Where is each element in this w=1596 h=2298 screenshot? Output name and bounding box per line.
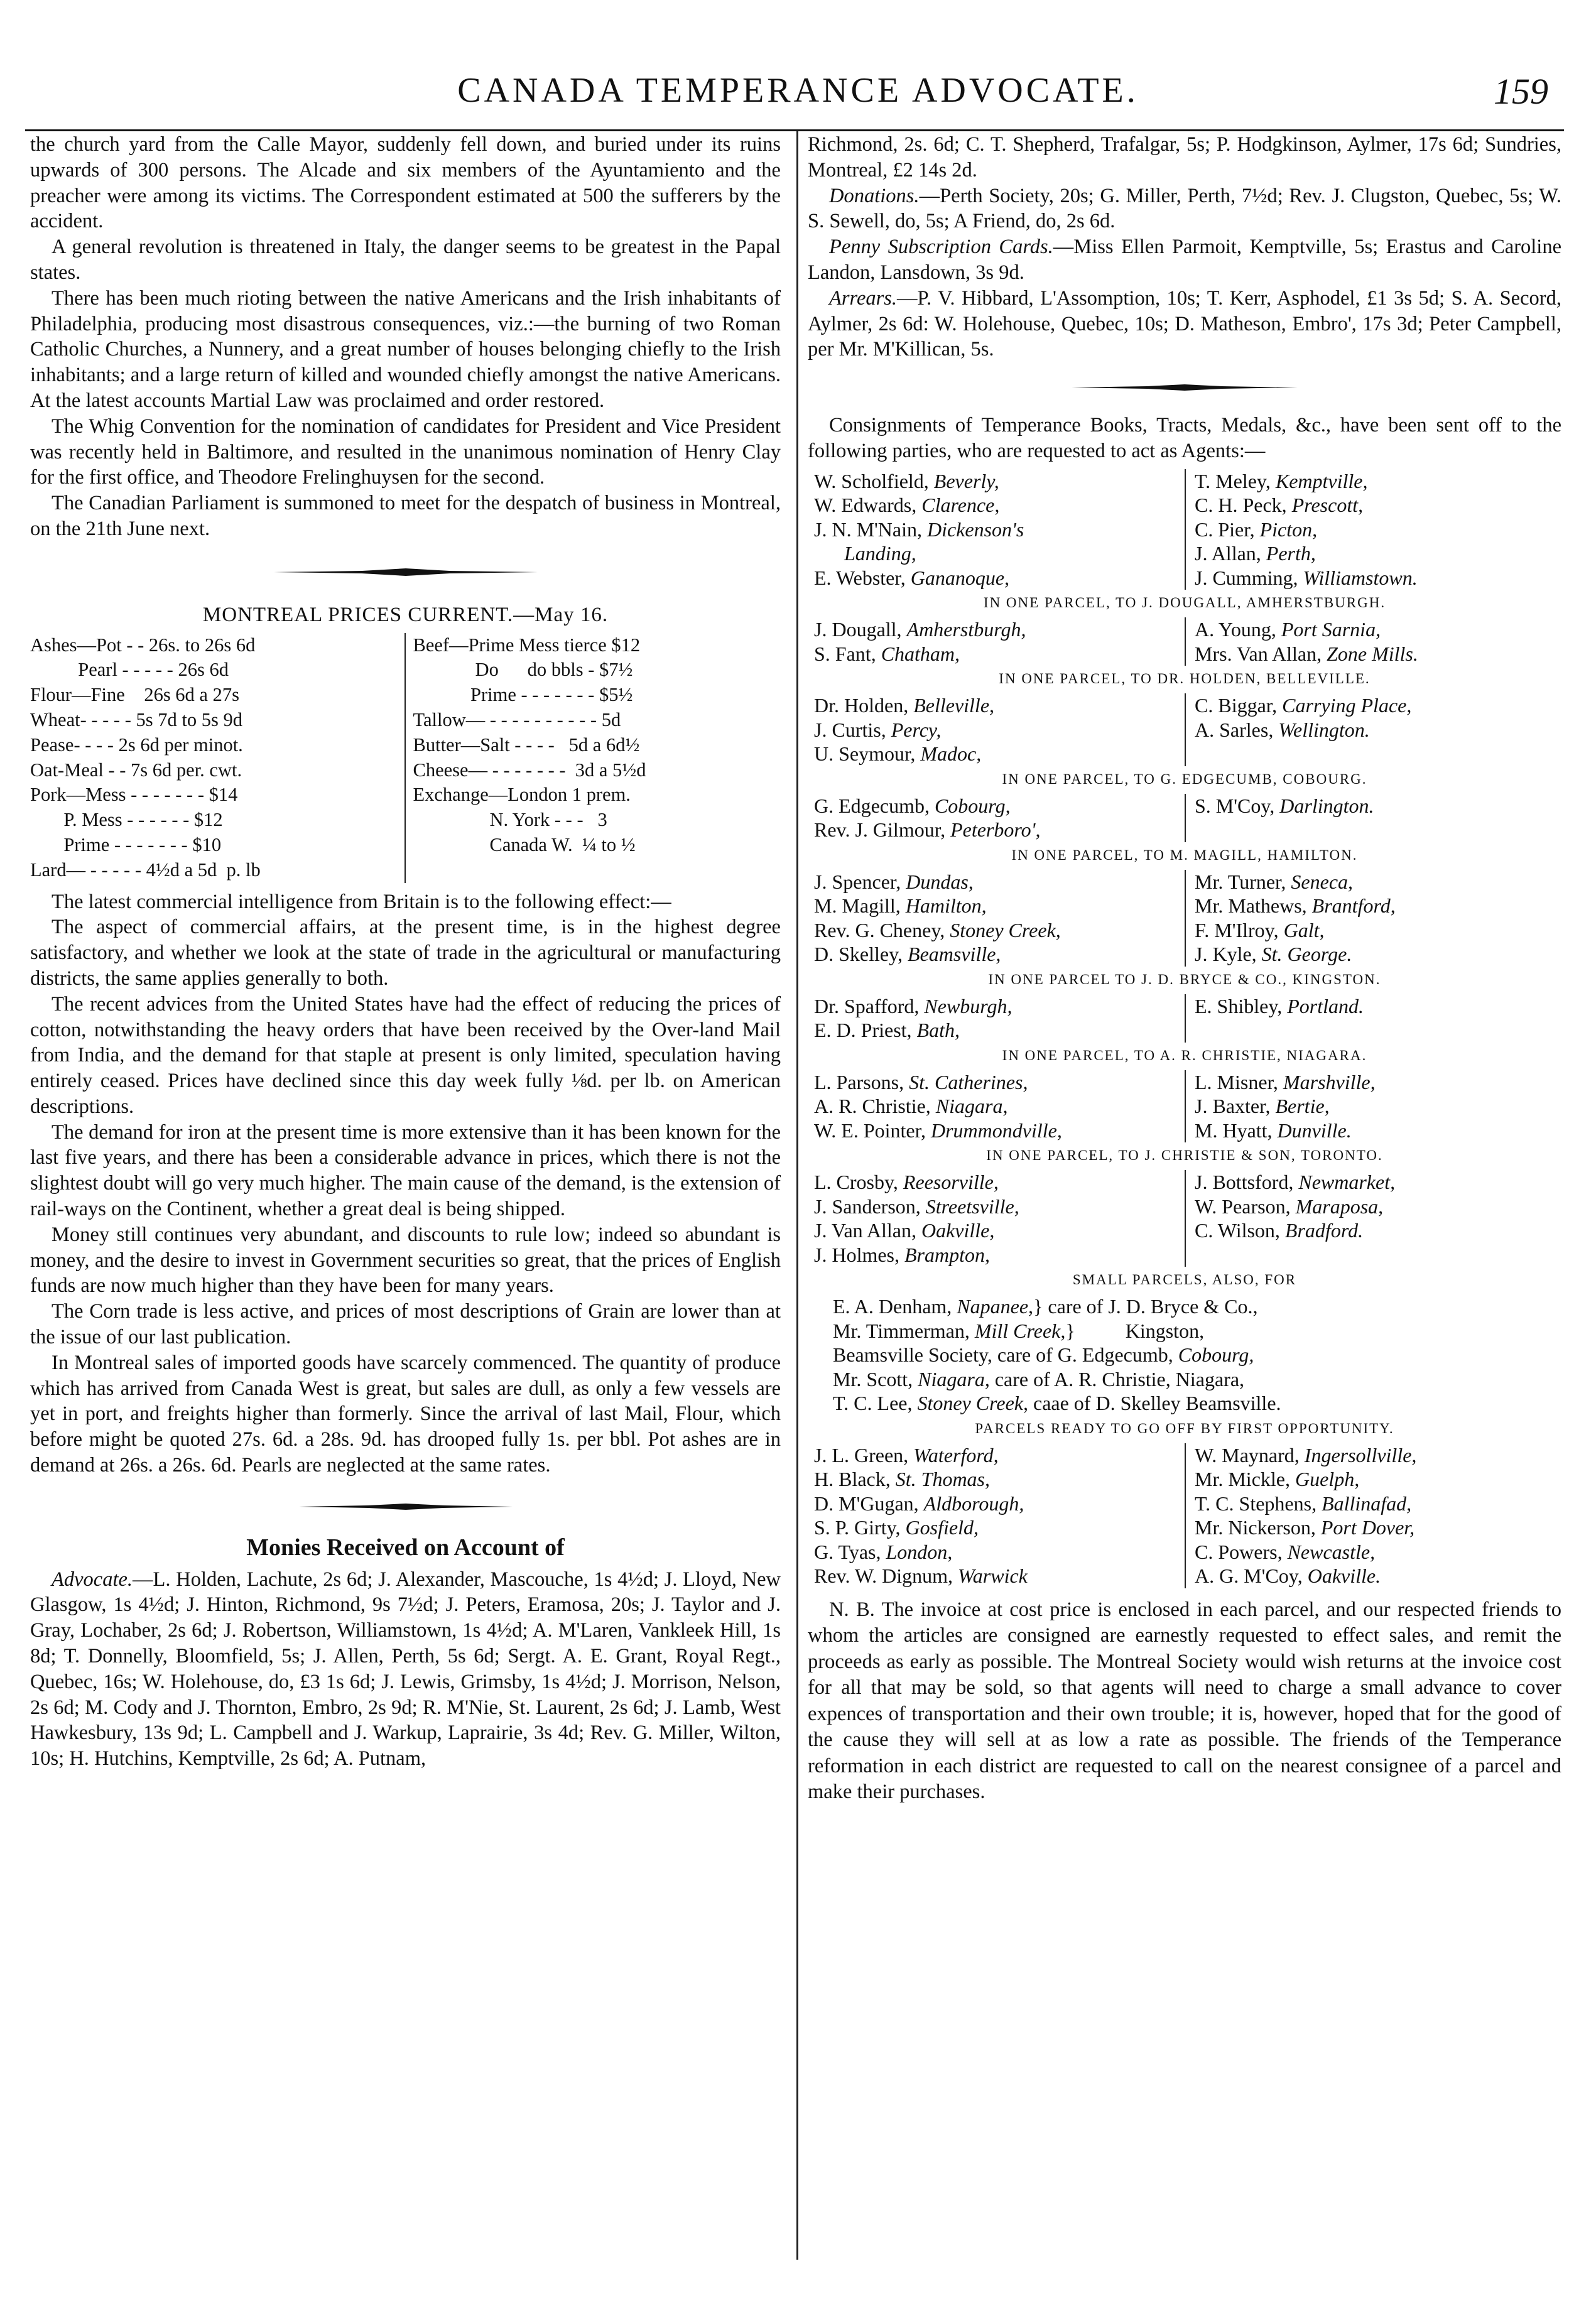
article-paragraph: A general revolution is threatened in Italy, the danger seems to be greatest in the Papal states.: [30, 236, 781, 284]
agent-name: F. M'Ilroy,: [1195, 918, 1284, 941]
agent-entry: [1195, 493, 1561, 518]
agent-entry: [1195, 541, 1561, 566]
price-row: Pork—Mess - - - - - - - $14: [30, 784, 238, 806]
agents-left-column: [808, 794, 1186, 842]
donations-paragraph: [808, 183, 1561, 235]
agent-place: Aldborough,: [923, 1492, 1024, 1515]
agent-place: St. Catherines,: [909, 1070, 1028, 1093]
left-column: [30, 132, 781, 2267]
small-parcel-place: Mill Creek,: [974, 1319, 1066, 1342]
agent-place: Bradford.: [1284, 1219, 1364, 1242]
agent-entry: [814, 1443, 1181, 1468]
price-row: Pease- - - - 2s 6d per minot.: [30, 734, 243, 756]
agent-name: G. Edgecumb,: [814, 794, 935, 817]
agent-entry: [1195, 1218, 1561, 1243]
agent-place: Stoney Creek,: [950, 918, 1061, 941]
agents-table: [808, 617, 1561, 666]
price-row: Canada W. ¼ to ½: [413, 833, 636, 855]
agent-entry: [1195, 994, 1561, 1019]
penny-lead: Penny Subscription Cards.: [829, 236, 1053, 259]
price-row: N. York - - - 3: [413, 809, 607, 831]
agent-entry: [1195, 942, 1561, 967]
agent-name: C. Powers,: [1195, 1540, 1288, 1563]
agent-place: Waterford,: [913, 1443, 999, 1466]
agent-entry: [814, 1070, 1181, 1095]
agent-entry: [814, 642, 1181, 666]
agents-table: [808, 794, 1561, 842]
small-parcel-note: caae of D. Skelley Beamsville.: [1028, 1392, 1281, 1415]
agent-name: A. Sarles,: [1195, 718, 1279, 741]
agent-name: Dr. Holden,: [814, 694, 914, 717]
agent-name: T. C. Stephens,: [1195, 1492, 1322, 1515]
agent-name: J. Baxter,: [1195, 1095, 1276, 1118]
agent-place: Newburgh,: [924, 994, 1012, 1017]
agent-entry: [814, 894, 1181, 918]
agent-entry: [1195, 1540, 1561, 1564]
agent-name: Mr. Mathews,: [1195, 894, 1312, 918]
agent-entry: [1195, 1443, 1561, 1468]
agent-place: Brantford,: [1311, 894, 1396, 918]
agent-entry: [1195, 1170, 1561, 1195]
agent-place: Dickenson's: [926, 518, 1024, 541]
agent-entry: [1195, 870, 1561, 894]
agent-entry: [814, 1515, 1181, 1540]
agents-left-column: [808, 1070, 1186, 1143]
ready-right-column: [1186, 1443, 1561, 1588]
agent-name: H. Black,: [814, 1468, 896, 1491]
agent-entry: [814, 617, 1181, 642]
agent-name: W. E. Pointer,: [814, 1119, 931, 1142]
agent-place: Cobourg,: [934, 794, 1011, 817]
price-row: Pearl - - - - - 26s 6d: [30, 659, 229, 681]
parcel-heading: IN ONE PARCEL, TO G. EDGECUMB, COBOURG.: [1002, 771, 1367, 787]
small-parcel-name: Mr. Timmerman,: [833, 1319, 975, 1342]
agent-name: Mr. Mickle,: [1195, 1468, 1295, 1491]
price-row: Wheat- - - - - 5s 7d to 5s 9d: [30, 708, 242, 730]
agent-entry: [1195, 1094, 1561, 1119]
price-row: Oat-Meal - - 7s 6d per. cwt.: [30, 759, 242, 781]
agent-name: W. Scholfield,: [814, 469, 934, 492]
agent-name: M. Magill,: [814, 894, 906, 918]
donations-text: —Perth Society, 20s; G. Miller, Perth, 7½d; Rev. J. Clugston, Quebec, 5s; W. S. Sewell, do, 5s; A Friend, do, 2s 6d.: [808, 184, 1561, 233]
agent-entry: [814, 942, 1181, 967]
agent-place: Niagara,: [935, 1095, 1008, 1118]
agent-entry: [1195, 1492, 1561, 1516]
price-row: Cheese— - - - - - - - 3d a 5½d: [413, 759, 646, 781]
agent-name: Dr. Spafford,: [814, 994, 925, 1017]
right-column: [808, 132, 1561, 2267]
agents-left-column: [808, 469, 1186, 590]
agent-name: S. Fant,: [814, 642, 881, 665]
agent-name: J. Sanderson,: [814, 1195, 926, 1218]
commercial-paragraph: The recent advices from the United States have had the effect of reducing the prices of cotton, notwithstanding the heavy orders that have been received by the Over-land Mail from India, and the demand for that staple at present is only limited, speculation having entirely ceased. Prices have declined since this day week fully ⅛d. per lb. on American descriptions.: [30, 992, 781, 1118]
nb-paragraph: N. B. The invoice at cost price is enclosed in each parcel, and our respected friends to whom the articles are consigned are earnestly requested to effect sales, and remit the proceeds as early as possible. The Montreal Society would wish returns at the invoice cost for all that may be sold, so that agents will need to charge a small advance to cover expences of transportation and their own trouble; it is, however, hoped that for the good of the cause they will sell at as low a rate as possible. The friends of the Temperance reformation in each district are requested to call on the nearest consignee of a parcel and make their purchases.: [808, 1598, 1561, 1804]
agent-place: Prescott,: [1291, 494, 1364, 517]
agent-entry: [1195, 794, 1561, 818]
agents-left-column: [808, 994, 1186, 1043]
commercial-paragraph: The Corn trade is less active, and prices of most descriptions of Grain are lower than at the issue of our last publication.: [30, 1300, 781, 1349]
agents-table: [808, 870, 1561, 967]
agent-place: Warwick: [958, 1564, 1028, 1588]
agent-place: Oakville.: [1307, 1564, 1381, 1588]
agent-name: J. Dougall,: [814, 618, 907, 641]
agent-entry: [1195, 918, 1561, 943]
ornament-rule-icon: [274, 568, 538, 577]
agent-entry: [1195, 518, 1561, 542]
ornament-divider: [808, 362, 1561, 413]
agent-name: [814, 542, 844, 565]
agent-place: Belleville,: [913, 694, 995, 717]
agent-place: Ballinafad,: [1322, 1492, 1412, 1515]
agent-entry: [814, 1195, 1181, 1219]
agent-entry: [1195, 1070, 1561, 1095]
agent-entry: [1195, 1119, 1561, 1143]
agent-name: J. Allan,: [1195, 542, 1266, 565]
penny-text: —Miss Ellen Parmoit, Kemptville, 5s; Erastus and Caroline Landon, Lansdown, 3s 9d.: [808, 236, 1561, 284]
monies-paragraph: [30, 1567, 781, 1772]
agent-place: Amherstburgh,: [906, 618, 1026, 641]
agents-right-column: [1186, 617, 1561, 666]
agent-entry: [1195, 1467, 1561, 1492]
agent-name: L. Parsons,: [814, 1070, 909, 1093]
agent-entry: [1195, 1564, 1561, 1588]
donations-lead: Donations.: [829, 184, 920, 207]
small-parcel-note: } Kingston,: [1065, 1319, 1205, 1342]
ornament-rule-icon: [299, 1503, 513, 1510]
parcel-heading: IN ONE PARCEL, TO M. MAGILL, HAMILTON.: [1011, 847, 1358, 863]
parcel-heading: IN ONE PARCEL, TO DR. HOLDEN, BELLEVILLE.: [999, 671, 1371, 687]
small-parcel-place: Stoney Creek,: [917, 1392, 1028, 1415]
small-parcel-entry: [833, 1319, 1561, 1343]
agent-place: London,: [886, 1540, 953, 1563]
agent-entry: [814, 1119, 1181, 1143]
agent-place: Bertie,: [1275, 1095, 1330, 1118]
agent-place: St. Thomas,: [895, 1468, 990, 1491]
arrears-paragraph: [808, 286, 1561, 362]
agents-table: [808, 469, 1561, 590]
agent-name: E. Shibley,: [1195, 994, 1288, 1017]
price-row: Do do bbls - $7½: [413, 659, 633, 681]
agents-table: [808, 994, 1561, 1043]
ornament-divider: [30, 542, 781, 602]
agents-right-column: [1186, 794, 1561, 842]
agent-entry: [1195, 1195, 1561, 1219]
agent-name: Mr. Nickerson,: [1195, 1516, 1321, 1539]
prices-left-column: [30, 633, 406, 883]
small-parcel-name: Mr. Scott,: [833, 1367, 918, 1390]
agent-place: Darlington.: [1279, 794, 1374, 817]
agent-entry: [814, 566, 1181, 590]
agent-place: Dunville.: [1277, 1119, 1352, 1142]
agent-place: Hamilton,: [905, 894, 987, 918]
price-row: Flour—Fine 26s 6d a 27s: [30, 684, 239, 706]
agent-entry: [814, 1492, 1181, 1516]
article-paragraph: the church yard from the Calle Mayor, suddenly fell down, and buried under its ruins upwards of 300 persons. The Alcade and six members of the Ayuntamiento and the preacher were among its victims. The Correspondent estimated at 500 the sufferers by the accident.: [30, 133, 781, 233]
commercial-paragraph: The demand for iron at the present time is more extensive than it has been known for the last five years, and there has been a considerable advance in prices, which there is not the slightest doubt will go very much higher. The main cause of the demand, is the extension of rail-ways on the Continent, whether a great deal is being shipped.: [30, 1120, 781, 1221]
agents-left-column: [808, 693, 1186, 766]
agent-entry: [1195, 1515, 1561, 1540]
agent-place: Beamsville,: [908, 943, 1001, 966]
page-number: 159: [1494, 71, 1548, 112]
column-divider: [796, 131, 798, 2260]
ready-parcels-heading: PARCELS READY TO GO OFF BY FIRST OPPORTUNITY.: [975, 1420, 1394, 1436]
agent-name: A. Young,: [1195, 618, 1281, 641]
agent-entry: [814, 794, 1181, 818]
agents-right-column: [1186, 1070, 1561, 1143]
agent-place: Carrying Place,: [1282, 694, 1412, 717]
agent-name: C. Pier,: [1195, 518, 1260, 541]
agent-name: W. Edwards,: [814, 494, 922, 517]
agent-name: C. Biggar,: [1195, 694, 1283, 717]
agent-place: Wellington.: [1278, 718, 1370, 741]
agent-entry: [1195, 469, 1561, 494]
agent-name: D. Skelley,: [814, 943, 908, 966]
agent-entry: [814, 818, 1181, 842]
price-row: Prime - - - - - - - $5½: [413, 684, 633, 706]
agent-entry: [814, 693, 1181, 718]
agent-entry: [1195, 617, 1561, 642]
small-parcel-place: Niagara,: [918, 1367, 990, 1390]
agent-place: Gosfield,: [905, 1516, 979, 1539]
agent-entry: [1195, 718, 1561, 742]
agent-entry: [814, 994, 1181, 1019]
small-parcels-list: [808, 1294, 1561, 1416]
agent-name: A. R. Christie,: [814, 1095, 936, 1118]
agent-name: L. Misner,: [1195, 1070, 1283, 1093]
arrears-text: —P. V. Hibbard, L'Assomption, 10s; T. Kerr, Asphodel, £1 3s 5d; S. A. Secord, Aylmer, 2s 6d: W. Holehouse, Quebec, 10s; D. Matheson, Embro', 17s 3d; Peter Campbell, per Mr. M'Killican, 5s.: [808, 286, 1561, 361]
agent-place: Williamstown.: [1303, 566, 1418, 589]
agent-place: Percy,: [891, 718, 942, 741]
agent-name: E. D. Priest,: [814, 1019, 917, 1042]
agent-name: Mr. Turner,: [1195, 870, 1291, 893]
agent-name: M. Hyatt,: [1195, 1119, 1278, 1142]
small-parcel-entry: [833, 1391, 1561, 1416]
agent-name: U. Seymour,: [814, 742, 921, 766]
agent-place: Dundas,: [906, 870, 974, 893]
agent-place: Chatham,: [881, 642, 960, 665]
small-parcel-note: care of A. R. Christie, Niagara,: [989, 1367, 1245, 1390]
agent-place: Kemptville,: [1275, 469, 1368, 492]
agent-name: J. Van Allan,: [814, 1219, 921, 1242]
agent-name: C. H. Peck,: [1195, 494, 1292, 517]
small-parcel-name: T. C. Lee,: [833, 1392, 918, 1415]
small-parcel-entry: [833, 1367, 1561, 1392]
agent-entry: [814, 870, 1181, 894]
agent-place: Landing,: [844, 542, 916, 565]
ready-left-column: [808, 1443, 1186, 1588]
parcel-heading: IN ONE PARCEL, TO J. DOUGALL, AMHERSTBURGH.: [983, 595, 1386, 611]
agents-right-column: [1186, 693, 1561, 766]
agent-name: W. Maynard,: [1195, 1443, 1305, 1466]
parcel-heading: IN ONE PARCEL, TO J. CHRISTIE & SON, TORONTO.: [986, 1147, 1383, 1164]
agent-name: Rev. W. Dignum,: [814, 1564, 958, 1588]
small-parcel-entry: [833, 1343, 1561, 1367]
agent-entry: [814, 1218, 1181, 1243]
commercial-paragraph: The aspect of commercial affairs, at the present time, is in the highest degree satisfactory, and whether we look at the state of trade in the agricultural or manufacturing districts, the same applies generally to both.: [30, 916, 781, 990]
article-paragraph: The Canadian Parliament is summoned to meet for the despatch of business in Montreal, on the 21th June next.: [30, 492, 781, 540]
agent-name: W. Pearson,: [1195, 1195, 1296, 1218]
agents-right-column: [1186, 870, 1561, 967]
small-parcel-place: Cobourg,: [1178, 1343, 1254, 1367]
penny-paragraph: [808, 234, 1561, 286]
agent-name: S. P. Girty,: [814, 1516, 906, 1539]
small-parcel-name: E. A. Denham,: [833, 1295, 957, 1318]
agent-entry: [814, 541, 1181, 566]
agent-place: Maraposa,: [1295, 1195, 1384, 1218]
agents-left-column: [808, 617, 1186, 666]
agent-entry: [1195, 894, 1561, 918]
agent-entry: [1195, 642, 1561, 666]
small-parcel-note: } care of J. D. Bryce & Co.,: [1033, 1295, 1258, 1318]
agent-entry: [1195, 693, 1561, 718]
agent-entry: [814, 718, 1181, 742]
agent-place: Marshville,: [1283, 1070, 1376, 1093]
agent-entry: [1195, 566, 1561, 590]
agent-place: Streetsville,: [925, 1195, 1019, 1218]
agent-place: Newmarket,: [1298, 1171, 1396, 1194]
agents-left-column: [808, 870, 1186, 967]
agents-table: [808, 693, 1561, 766]
agents-right-column: [1186, 1170, 1561, 1267]
agent-entry: [814, 1564, 1181, 1588]
commercial-paragraph: Money still continues very abundant, and discounts to rule low; indeed so abundant is money, and the desire to invest in Government securities so great, that the prices of English funds are now much higher than they have been for many years.: [30, 1223, 781, 1298]
agents-left-column: [808, 1170, 1186, 1267]
agent-place: Reesorville,: [903, 1171, 999, 1194]
agent-entry: [814, 1170, 1181, 1195]
agent-place: Newcastle,: [1287, 1540, 1376, 1563]
prices-table: [30, 633, 781, 883]
agent-name: Mrs. Van Allan,: [1195, 642, 1327, 665]
agent-place: Brampton,: [904, 1243, 990, 1266]
agent-entry: [814, 1467, 1181, 1492]
agent-place: Port Dover,: [1320, 1516, 1415, 1539]
ornament-rule-icon: [1072, 384, 1298, 391]
small-parcel-name: Beamsville Society, care of G. Edgecumb,: [833, 1343, 1178, 1367]
commercial-paragraph: In Montreal sales of imported goods have scarcely commenced. The quantity of produce which has arrived from Canada West is great, but sales are dull, as only a few vessels are yet in port, and freights higher than formerly. Since the arrival of last Mail, Flour, which before might be quoted 27s. 6d. a 28s. 9d. has drooped fully 1s. per bbl. Pot ashes are in demand at 26s. a 26s. 6d. Pearls are neglected at the same rates.: [30, 1351, 781, 1477]
agent-place: Peterboro',: [950, 818, 1041, 842]
agent-place: Zone Mills.: [1327, 642, 1418, 665]
agent-name: J. Holmes,: [814, 1243, 904, 1266]
agent-name: J. Kyle,: [1195, 943, 1262, 966]
price-row: Prime - - - - - - - $10: [30, 833, 222, 855]
price-row: Butter—Salt - - - - 5d a 6d½: [413, 734, 640, 756]
agent-name: J. Bottsford,: [1195, 1171, 1299, 1194]
monies-continued: Richmond, 2s. 6d; C. T. Shepherd, Trafalgar, 5s; P. Hodgkinson, Aylmer, 17s 6d; Sundries, Montreal, £2 14s 2d.: [808, 133, 1561, 182]
page-header: [0, 70, 1596, 127]
commercial-paragraph: The latest commercial intelligence from Britain is to the following effect:—: [52, 890, 671, 913]
agent-entry: [814, 469, 1181, 494]
agents-right-column: [1186, 994, 1561, 1043]
ready-parcels-table: [808, 1443, 1561, 1588]
agent-place: Madoc,: [920, 742, 982, 766]
agent-groups: [808, 469, 1561, 1267]
price-row: Lard— - - - - - 4½d a 5d p. lb: [30, 859, 261, 881]
agent-name: J. Curtis,: [814, 718, 891, 741]
monies-lead: Advocate.: [52, 1568, 133, 1591]
agents-table: [808, 1170, 1561, 1267]
agent-place: Gananoque,: [910, 566, 1010, 589]
agent-name: Rev. G. Cheney,: [814, 918, 950, 941]
parcel-heading: IN ONE PARCEL, TO A. R. CHRISTIE, NIAGARA.: [1002, 1047, 1367, 1063]
agent-name: A. G. M'Coy,: [1195, 1564, 1308, 1588]
agent-name: T. Meley,: [1195, 469, 1276, 492]
price-row: Beef—Prime Mess tierce $12: [413, 634, 641, 656]
agent-place: Drummondville,: [930, 1119, 1062, 1142]
agent-entry: [814, 518, 1181, 542]
agent-name: J. Cumming,: [1195, 566, 1303, 589]
agent-name: J. L. Green,: [814, 1443, 914, 1466]
masthead-title: CANADA TEMPERANCE ADVOCATE.: [457, 71, 1139, 110]
agent-place: Beverly,: [933, 469, 999, 492]
agents-right-column: [1186, 469, 1561, 590]
agent-entry: [814, 1540, 1181, 1564]
agent-entry: [814, 1094, 1181, 1119]
agent-entry: [814, 1018, 1181, 1043]
agent-place: Guelph,: [1295, 1468, 1360, 1491]
article-paragraph: The Whig Convention for the nomination of candidates for President and Vice President was recently held in Baltimore, and resulted in the unanimous nomination of Henry Clay for the first office, and Theodore Frelinghuysen for the second.: [30, 415, 781, 489]
price-row: Tallow— - - - - - - - - - - 5d: [413, 708, 621, 730]
small-parcel-entry: [833, 1294, 1561, 1319]
agent-name: S. M'Coy,: [1195, 794, 1280, 817]
agent-place: St. George.: [1261, 943, 1352, 966]
agent-place: Perth,: [1266, 542, 1316, 565]
agent-name: Rev. J. Gilmour,: [814, 818, 951, 842]
agent-place: Galt,: [1283, 918, 1325, 941]
agent-entry: [814, 493, 1181, 518]
agent-place: Port Sarnia,: [1281, 618, 1381, 641]
agent-name: G. Tyas,: [814, 1540, 886, 1563]
agent-entry: [814, 742, 1181, 766]
price-row: P. Mess - - - - - - $12: [30, 809, 223, 831]
agent-place: Seneca,: [1291, 870, 1354, 893]
prices-right-column: [406, 633, 781, 883]
agent-place: Bath,: [916, 1019, 960, 1042]
agent-place: Clarence,: [921, 494, 1000, 517]
parcel-heading: IN ONE PARCEL TO J. D. BRYCE & CO., KINGSTON.: [988, 971, 1381, 987]
small-parcel-place: Napanee,: [957, 1295, 1034, 1318]
agent-entry: [814, 1243, 1181, 1267]
agent-place: Ingersollville,: [1304, 1443, 1417, 1466]
agent-place: Picton,: [1259, 518, 1318, 541]
monies-text: —L. Holden, Lachute, 2s 6d; J. Alexander, Mascouche, 1s 4½d; J. Lloyd, New Glasgow, 1s 4½d; J. Hinton, Richmond, 9s 7½d; J. Peters, Eramosa, 20s; J. Taylor and J. Gray, Lochaber, 2s 6d; J. Robertson, Williamstown, 1s 4½d; A. M'Laren, Vankleek Hill, 1s 8d; T. Donnelly, Bloomfield, 5s; J. Allen, Perth, 5s 6d; Sergt. A. E. Grant, Royal Regt., Quebec, 16s; W. Holehouse, do, £3 1s 6d; J. Lewis, Grimsby, 1s 4½d; J. Morrison, Nelson, 2s 6d; M. Cody and J. Thornton, Embro, 2s 9d; R. M'Nie, St. Laurent, 2s 6d; J. Lamb, West Hawkesbury, 13s 9d; L. Campbell and J. Warkup, Laprairie, 3s 4d; Rev. G. Miller, Wilton, 10s; H. Hutchins, Kemptville, 2s 6d; A. Putnam,: [30, 1568, 781, 1770]
agent-name: L. Crosby,: [814, 1171, 903, 1194]
agent-place: Oakville,: [921, 1219, 995, 1242]
agent-name: C. Wilson,: [1195, 1219, 1285, 1242]
small-parcels-heading: SMALL PARCELS, ALSO, FOR: [1072, 1272, 1297, 1288]
agent-name: E. Webster,: [814, 566, 911, 589]
prices-title: MONTREAL PRICES CURRENT.—May 16.: [202, 603, 609, 626]
ornament-divider: [30, 1478, 781, 1535]
agents-table: [808, 1070, 1561, 1143]
agent-name: J. Spencer,: [814, 870, 906, 893]
header-rule: [25, 129, 1564, 131]
price-row: Exchange—London 1 prem.: [413, 784, 631, 806]
price-row: Ashes—Pot - - 26s. to 26s 6d: [30, 634, 256, 656]
agent-entry: [814, 918, 1181, 943]
agent-name: D. M'Gugan,: [814, 1492, 924, 1515]
article-paragraph: There has been much rioting between the native Americans and the Irish inhabitants of Philadelphia, producing most disastrous consequences, viz.:—the burning of two Roman Catholic Churches, a Nunnery, and a great number of houses belonging chiefly to the Irish inhabitants; and a large return of killed and wounded chiefly amongst the native Americans. At the latest accounts Martial Law was proclaimed and order restored.: [30, 286, 781, 412]
agent-place: Portland.: [1287, 994, 1364, 1017]
monies-title: Monies Received on Account of: [246, 1534, 565, 1561]
arrears-lead: Arrears.: [829, 286, 898, 310]
consignments-paragraph: Consignments of Temperance Books, Tracts, Medals, &c., have been sent off to the following parties, who are requested to act as Agents:—: [808, 414, 1561, 462]
agent-name: J. N. M'Nain,: [814, 518, 927, 541]
